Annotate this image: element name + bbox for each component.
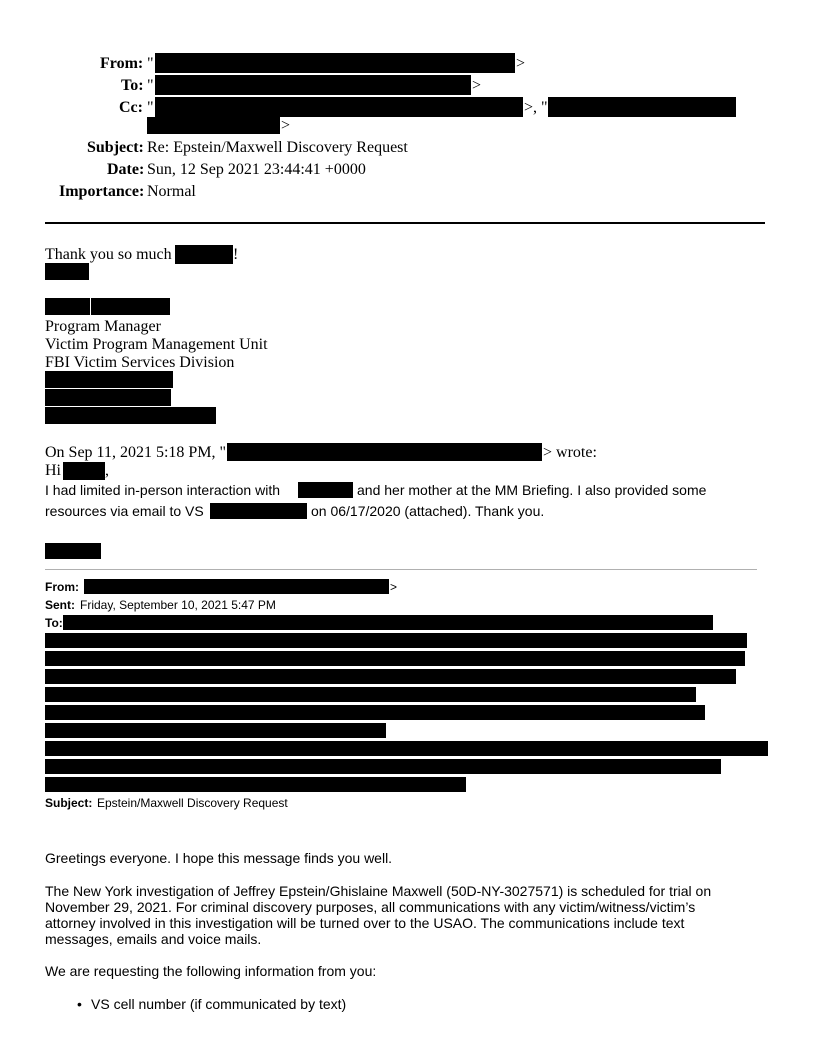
request-intro: We are requesting the following information from you: bbox=[45, 963, 377, 979]
redaction-box bbox=[45, 543, 101, 559]
redaction-box bbox=[63, 462, 105, 480]
thanks-end: ! bbox=[233, 246, 239, 263]
redaction-box bbox=[147, 117, 280, 134]
quote-divider bbox=[45, 569, 757, 570]
to-quote: " bbox=[147, 77, 154, 94]
from-close: > bbox=[516, 55, 526, 72]
redaction-box bbox=[155, 97, 523, 117]
greeting: Greetings everyone. I hope this message finds you well. bbox=[45, 850, 393, 866]
from-label: From: bbox=[100, 55, 144, 72]
signature-title: Program Manager bbox=[45, 318, 161, 335]
redaction-box bbox=[45, 633, 747, 648]
para1-line1: The New York investigation of Jeffrey Epstein/Ghislaine Maxwell (50D-NY-3027571) is scheduled for trial on bbox=[45, 883, 712, 899]
orig-from-label: From: bbox=[45, 580, 79, 594]
redaction-box bbox=[210, 503, 307, 519]
importance-value: Normal bbox=[147, 183, 196, 200]
redaction-box bbox=[45, 723, 386, 738]
cc-separator: >, " bbox=[524, 99, 548, 116]
orig-to-label: To: bbox=[45, 616, 63, 630]
importance-label: Importance: bbox=[59, 183, 145, 200]
redaction-box bbox=[45, 263, 89, 280]
date-label: Date: bbox=[107, 161, 145, 178]
cc-quote: " bbox=[147, 99, 154, 116]
bullet-item: VS cell number (if communicated by text) bbox=[91, 996, 347, 1012]
orig-sent-label: Sent: bbox=[45, 598, 75, 612]
quote-hi: Hi bbox=[45, 462, 61, 479]
quote-line1-b: and her mother at the MM Briefing. I also provided some bbox=[357, 482, 707, 498]
orig-from-close: > bbox=[390, 580, 398, 594]
quote-wrote: > wrote: bbox=[543, 444, 597, 461]
cc-label: Cc: bbox=[119, 99, 143, 116]
quote-attribution: On Sep 11, 2021 5:18 PM, " bbox=[45, 444, 227, 461]
signature-division: FBI Victim Services Division bbox=[45, 354, 235, 371]
quote-line2-b: on 06/17/2020 (attached). Thank you. bbox=[311, 503, 545, 519]
orig-sent-value: Friday, September 10, 2021 5:47 PM bbox=[80, 598, 276, 612]
redaction-box bbox=[45, 651, 745, 666]
redaction-box bbox=[45, 371, 173, 388]
redaction-box bbox=[45, 687, 696, 702]
quote-line2-a: resources via email to VS bbox=[45, 503, 204, 519]
redaction-box bbox=[45, 741, 768, 756]
to-close: > bbox=[472, 77, 482, 94]
redaction-box bbox=[175, 245, 233, 264]
redaction-box bbox=[298, 482, 353, 498]
redaction-box bbox=[155, 75, 471, 95]
subject-label: Subject: bbox=[87, 139, 144, 156]
redaction-box bbox=[45, 407, 216, 424]
redaction-box bbox=[91, 298, 170, 315]
subject-value: Re: Epstein/Maxwell Discovery Request bbox=[147, 139, 408, 156]
orig-subject-label: Subject: bbox=[45, 796, 93, 810]
redaction-box bbox=[63, 615, 713, 630]
bullet-dot: • bbox=[77, 996, 82, 1012]
redaction-box bbox=[45, 759, 721, 774]
para1-line2: November 29, 2021. For criminal discovery purposes, all communications with any victim/witness/victim’s bbox=[45, 899, 696, 915]
para1-line3: attorney involved in this investigation will be turned over to the USAO. The communications include text bbox=[45, 915, 685, 931]
signature-unit: Victim Program Management Unit bbox=[45, 336, 268, 353]
redaction-box bbox=[45, 298, 90, 315]
to-label: To: bbox=[121, 77, 144, 94]
quote-hi-comma: , bbox=[105, 462, 109, 479]
redaction-box bbox=[227, 443, 542, 461]
redaction-box bbox=[84, 579, 389, 594]
thanks-text: Thank you so much bbox=[45, 246, 172, 263]
redaction-box bbox=[548, 97, 736, 117]
redaction-box bbox=[45, 705, 705, 720]
redaction-box bbox=[45, 669, 736, 684]
para1-line4: messages, emails and voice mails. bbox=[45, 931, 262, 947]
redaction-box bbox=[45, 777, 466, 792]
orig-subject-value: Epstein/Maxwell Discovery Request bbox=[97, 796, 288, 810]
from-quote: " bbox=[147, 55, 154, 72]
quote-line1-a: I had limited in-person interaction with bbox=[45, 482, 281, 498]
cc-close: > bbox=[281, 117, 291, 134]
redaction-box bbox=[155, 53, 515, 73]
date-value: Sun, 12 Sep 2021 23:44:41 +0000 bbox=[147, 161, 366, 178]
redaction-box bbox=[45, 389, 171, 406]
header-divider bbox=[45, 222, 765, 224]
